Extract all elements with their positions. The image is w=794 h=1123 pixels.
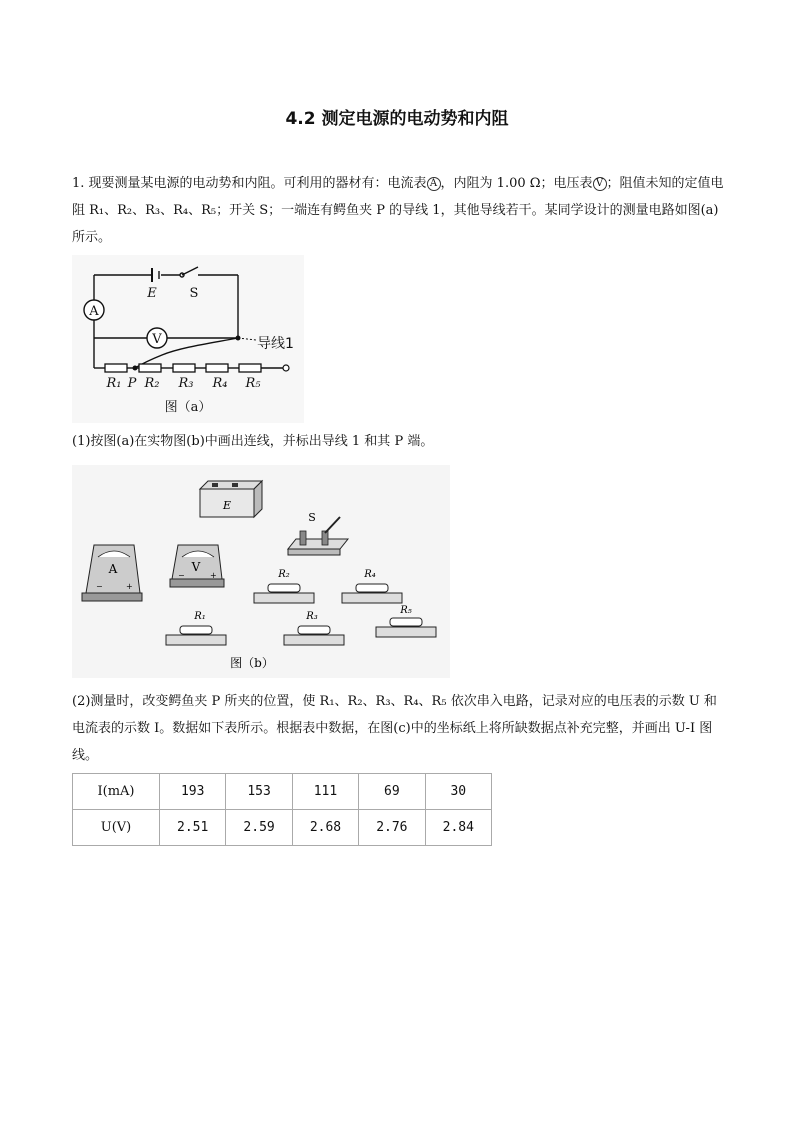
svg-text:R₂: R₂	[278, 569, 290, 580]
switch-label: S	[189, 286, 199, 301]
table-cell: 153	[226, 774, 292, 810]
ammeter-symbol: A	[427, 177, 441, 191]
table-cell: 69	[359, 774, 425, 810]
ammeter-label: A	[89, 304, 99, 319]
svg-text:−: −	[96, 582, 103, 591]
svg-text:R₃: R₃	[306, 611, 318, 622]
svg-text:R₅: R₅	[400, 605, 412, 616]
svg-text:V: V	[191, 560, 201, 574]
resistor-label-r2: R₂	[144, 376, 160, 391]
voltmeter-label: V	[152, 332, 162, 347]
table-cell: 2.59	[226, 810, 292, 846]
table-header-u: U(V)	[73, 810, 160, 846]
svg-text:R₁: R₁	[194, 611, 206, 622]
table-row-current	[73, 774, 492, 810]
resistor-label-r4: R₄	[212, 376, 228, 391]
table-cell: 30	[425, 774, 491, 810]
svg-text:+: +	[126, 582, 133, 591]
figure-a-caption: 图（a）	[164, 400, 212, 415]
table-cell: 193	[160, 774, 226, 810]
resistor-label-r3: R₃	[178, 376, 194, 391]
clip-p-label: P	[127, 376, 137, 391]
svg-text:S: S	[308, 511, 316, 524]
table-cell: 2.84	[425, 810, 491, 846]
figure-a-circuit	[72, 255, 304, 423]
svg-text:E: E	[222, 499, 232, 512]
data-table	[72, 773, 492, 846]
table-cell: 111	[292, 774, 358, 810]
voltmeter-symbol: V	[593, 177, 607, 191]
figure-b-components	[72, 465, 450, 678]
battery-icon	[200, 481, 262, 517]
page-title: 4.2 测定电源的电动势和内阻	[285, 109, 509, 129]
table-cell: 2.76	[359, 810, 425, 846]
problem-intro: 1. 现要测量某电源的电动势和内阻。可利用的器材有：电流表 A ，内阻为 1.00 Ω；电压表 V ；阻值未知的定值电阻 R₁、R₂、R₃、R₄、R₅；开关 S；一端连有鳄鱼夹 P 的导线 1，其他导线若干。某同学设计的测量电路如图(a)所示。	[72, 176, 724, 245]
table-row-voltage	[73, 810, 492, 846]
wire-1-label: 导线1	[257, 336, 294, 352]
part-2-text: (2)测量时，改变鳄鱼夹 P 所夹的位置，使 R₁、R₂、R₃、R₄、R₅ 依次串入电路，记录对应的电压表的示数 U 和电流表的示数 I。数据如下表所示。根据表中数据，在图(c)中的坐标纸上将所缺数据点补充完整，并画出 U-I 图线。	[72, 694, 717, 763]
figure-b-caption: 图（b）	[230, 656, 274, 670]
svg-text:R₄: R₄	[364, 569, 376, 580]
resistor-label-r5: R₅	[245, 376, 261, 391]
svg-text:A: A	[108, 562, 118, 576]
table-cell: 2.51	[160, 810, 226, 846]
svg-text:−: −	[178, 571, 185, 580]
table-cell: 2.68	[292, 810, 358, 846]
voltmeter-icon	[170, 545, 224, 587]
battery-label: E	[147, 286, 157, 301]
part-1-text: (1)按图(a)在实物图(b)中画出连线，并标出导线 1 和其 P 端。	[72, 434, 434, 449]
resistor-label-r1: R₁	[106, 376, 122, 391]
svg-text:+: +	[210, 571, 217, 580]
table-header-i: I(mA)	[73, 774, 160, 810]
